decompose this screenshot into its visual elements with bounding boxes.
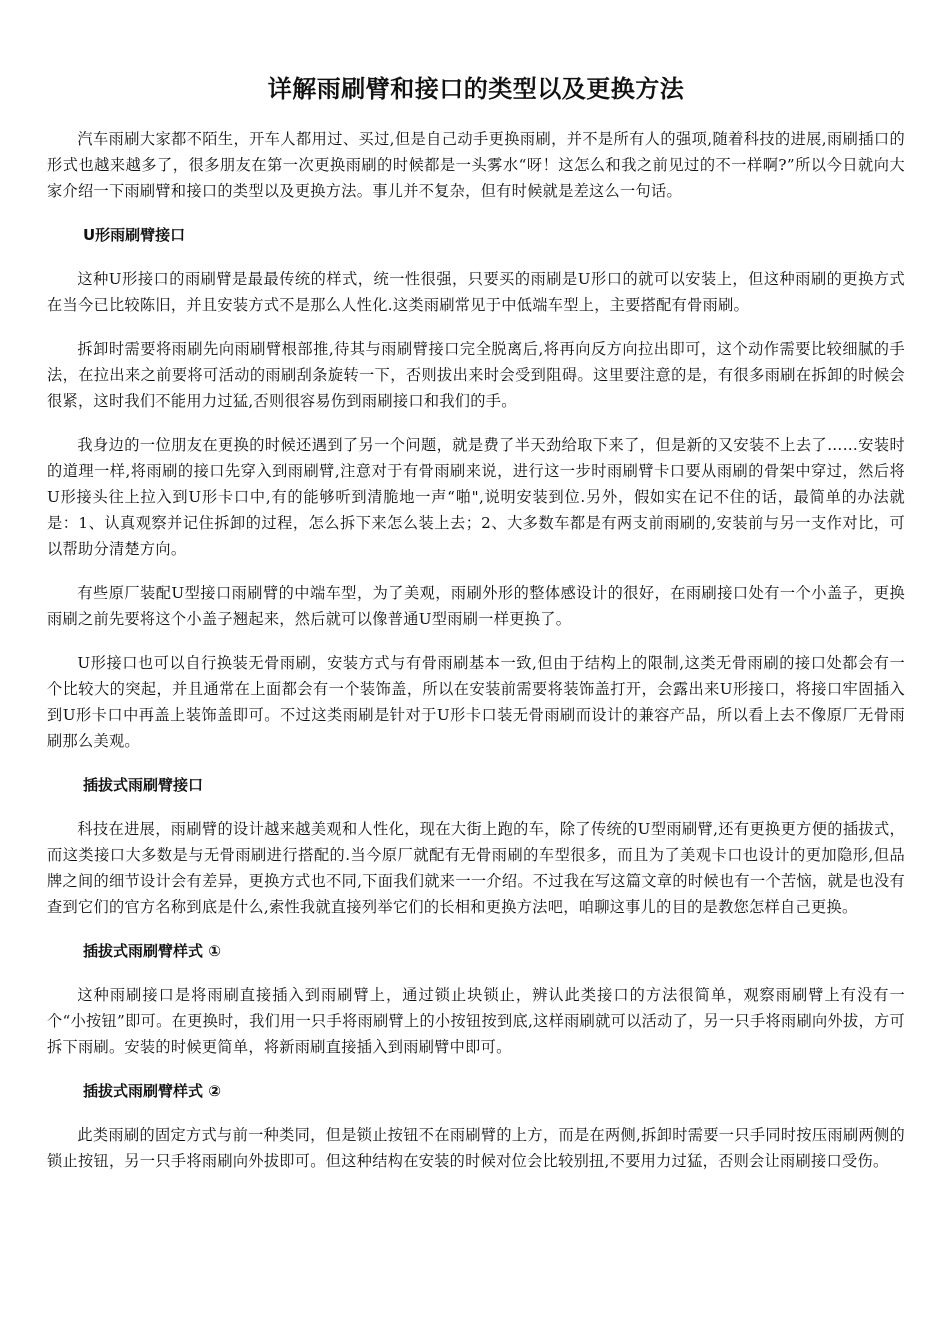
- section-heading-style-2: 插拔式雨刷臂样式 ②: [83, 1082, 221, 1100]
- u-shape-paragraph-1: 这种U形接口的雨刷臂是最最传统的样式，统一性很强，只要买的雨刷是U形口的就可以安装上，但这种雨刷的更换方式在当今已比较陈旧，并且安装方式不是那么人性化.这类雨刷常见于中低端车型上，主要搭配有骨雨刷。: [47, 270, 905, 314]
- u-shape-paragraph-2: 拆卸时需要将雨刷先向雨刷臂根部推,待其与雨刷臂接口完全脱离后,将再向反方向拉出即可，这个动作需要比较细腻的手法，在拉出来之前要将可活动的雨刷刮条旋转一下，否则拔出来时会受到阻碍。这里要注意的是，有很多雨刷在拆卸的时候会很紧，这时我们不能用力过猛,否则很容易伤到雨刷接口和我们的手。: [47, 340, 905, 410]
- u-shape-paragraph-3: 我身边的一位朋友在更换的时候还遇到了另一个问题，就是费了半天劲给取下来了，但是新的又安装不上去了……安装时的道理一样,将雨刷的接口先穿入到雨刷臂,注意对于有骨雨刷来说，进行这一步时雨刷臂卡口要从雨刷的骨架中穿过，然后将U形接头往上拉入到U形卡口中,有的能够听到清脆地一声“啪",说明安装到位.另外，假如实在记不住的话，最简单的办法就是：1、认真观察并记住拆卸的过程，怎么拆下来怎么装上去；2、大多数车都是有两支前雨刷的,安装前与另一支作对比，可以帮助分清楚方向。: [47, 436, 905, 558]
- intro-paragraph: 汽车雨刷大家都不陌生，开车人都用过、买过,但是自己动手更换雨刷，并不是所有人的强项,随着科技的进展,雨刷插口的形式也越来越多了，很多朋友在第一次更换雨刷的时候都是一头雾水“呀！这怎么和我之前见过的不一样啊?”所以今日就向大家介绍一下雨刷臂和接口的类型以及更换方法。事儿并不复杂，但有时候就是差这么一句话。: [47, 130, 905, 200]
- section-heading-u-shape: U形雨刷臂接口: [83, 226, 186, 244]
- document-title: 详解雨刷臂和接口的类型以及更换方法: [267, 75, 685, 103]
- section-heading-style-1: 插拔式雨刷臂样式 ①: [83, 942, 221, 960]
- u-shape-paragraph-4: 有些原厂装配U型接口雨刷臂的中端车型，为了美观，雨刷外形的整体感设计的很好，在雨刷接口处有一个小盖子，更换雨刷之前先要将这个小盖子翘起来，然后就可以像普通U型雨刷一样更换了。: [47, 584, 905, 628]
- document-page: [47, 72, 905, 1192]
- style-1-paragraph: 这种雨刷接口是将雨刷直接插入到雨刷臂上，通过锁止块锁止，辨认此类接口的方法很简单，观察雨刷臂上有没有一个“小按钮”即可。在更换时，我们用一只手将雨刷臂上的小按钮按到底,这样雨刷就可以活动了，另一只手将雨刷向外拔，方可拆下雨刷。安装的时候更简单，将新雨刷直接插入到雨刷臂中即可。: [47, 986, 905, 1056]
- style-2-paragraph: 此类雨刷的固定方式与前一种类同，但是锁止按钮不在雨刷臂的上方，而是在两侧,拆卸时需要一只手同时按压雨刷两侧的锁止按钮，另一只手将雨刷向外拔即可。但这种结构在安装的时候对位会比较别扭,不要用力过猛，否则会让雨刷接口受伤。: [47, 1126, 905, 1170]
- section-heading-plug-type: 插拔式雨刷臂接口: [83, 776, 204, 794]
- plug-type-paragraph-1: 科技在进展，雨刷臂的设计越来越美观和人性化，现在大街上跑的车，除了传统的U型雨刷臂,还有更换更方便的插拔式，而这类接口大多数是与无骨雨刷进行搭配的.当今原厂就配有无骨雨刷的车型很多，而且为了美观卡口也设计的更加隐形,但品牌之间的细节设计会有差异，更换方式也不同,下面我们就来一一介绍。不过我在写这篇文章的时候也有一个苦恼，就是也没有查到它们的官方名称到底是什么,索性我就直接列举它们的长相和更换方法吧，咱聊这事儿的目的是教您怎样自己更换。: [47, 820, 905, 916]
- u-shape-paragraph-5: U形接口也可以自行换装无骨雨刷，安装方式与有骨雨刷基本一致,但由于结构上的限制,这类无骨雨刷的接口处都会有一个比较大的突起，并且通常在上面都会有一个装饰盖，所以在安装前需要将装饰盖打开，会露出来U形接口，将接口牢固插入到U形卡口中再盖上装饰盖即可。不过这类雨刷是针对于U形卡口装无骨雨刷而设计的兼容产品，所以看上去不像原厂无骨雨刷那么美观。: [47, 654, 905, 750]
